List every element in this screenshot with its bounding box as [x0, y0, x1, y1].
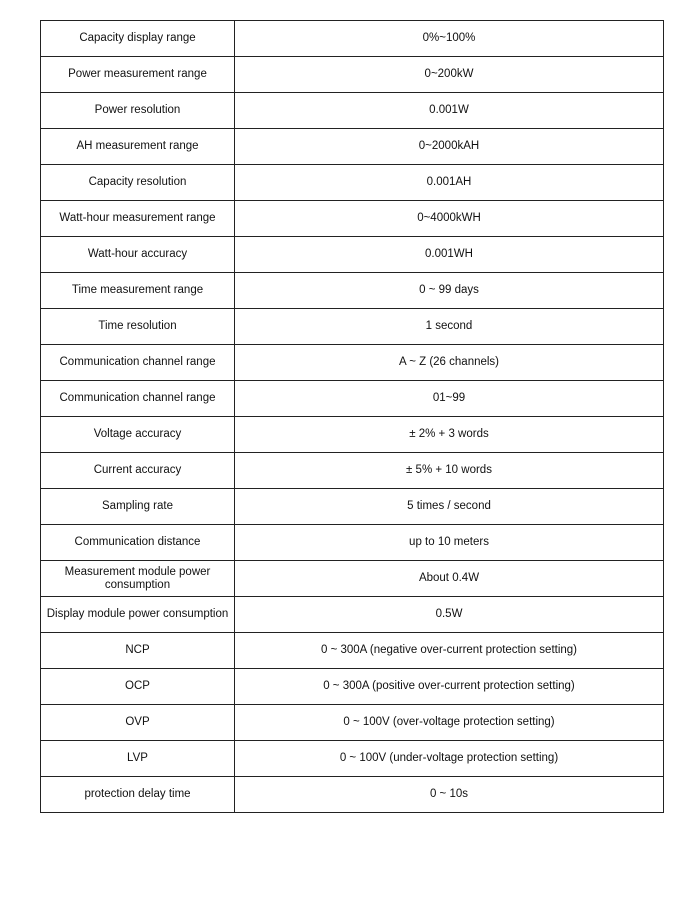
table-row — [41, 165, 664, 201]
value-cell: 0 ~ 300A (negative over-current protection setting) — [235, 633, 664, 669]
parameter-cell: Communication channel range — [41, 381, 235, 417]
parameter-cell: LVP — [41, 741, 235, 777]
parameter-cell: NCP — [41, 633, 235, 669]
parameter-cell: OVP — [41, 705, 235, 741]
value-cell: 0 ~ 300A (positive over-current protection setting) — [235, 669, 664, 705]
spec-table — [40, 20, 664, 813]
table-row — [41, 57, 664, 93]
parameter-cell: Communication channel range — [41, 345, 235, 381]
value-cell: 0~200kW — [235, 57, 664, 93]
value-cell: 0 ~ 100V (under-voltage protection setting) — [235, 741, 664, 777]
table-row — [41, 777, 664, 813]
parameter-cell: AH measurement range — [41, 129, 235, 165]
table-row — [41, 237, 664, 273]
table-row — [41, 381, 664, 417]
value-cell: About 0.4W — [235, 561, 664, 597]
parameter-cell: Time measurement range — [41, 273, 235, 309]
parameter-cell: Power measurement range — [41, 57, 235, 93]
parameter-cell: Capacity display range — [41, 21, 235, 57]
table-row — [41, 21, 664, 57]
table-row — [41, 309, 664, 345]
table-row — [41, 453, 664, 489]
value-cell: 0.5W — [235, 597, 664, 633]
table-row — [41, 417, 664, 453]
value-cell: 5 times / second — [235, 489, 664, 525]
parameter-cell: Sampling rate — [41, 489, 235, 525]
value-cell: 0.001W — [235, 93, 664, 129]
parameter-cell: Display module power consumption — [41, 597, 235, 633]
parameter-cell: Watt-hour accuracy — [41, 237, 235, 273]
parameter-cell: Watt-hour measurement range — [41, 201, 235, 237]
parameter-cell: Voltage accuracy — [41, 417, 235, 453]
parameter-cell: Capacity resolution — [41, 165, 235, 201]
parameter-cell: Communication distance — [41, 525, 235, 561]
table-row — [41, 273, 664, 309]
spec-table-body — [41, 21, 664, 813]
value-cell: 0 ~ 100V (over-voltage protection setting) — [235, 705, 664, 741]
table-row — [41, 597, 664, 633]
value-cell: 0.001WH — [235, 237, 664, 273]
table-row — [41, 561, 664, 597]
value-cell: ± 5% + 10 words — [235, 453, 664, 489]
value-cell: A ~ Z (26 channels) — [235, 345, 664, 381]
table-row — [41, 741, 664, 777]
table-row — [41, 201, 664, 237]
table-row — [41, 705, 664, 741]
table-row — [41, 129, 664, 165]
parameter-cell: Power resolution — [41, 93, 235, 129]
table-row — [41, 93, 664, 129]
parameter-cell: protection delay time — [41, 777, 235, 813]
value-cell: up to 10 meters — [235, 525, 664, 561]
parameter-cell: OCP — [41, 669, 235, 705]
table-row — [41, 669, 664, 705]
value-cell: ± 2% + 3 words — [235, 417, 664, 453]
parameter-cell: Measurement module power consumption — [41, 561, 235, 597]
table-row — [41, 489, 664, 525]
value-cell: 0 ~ 10s — [235, 777, 664, 813]
parameter-cell: Time resolution — [41, 309, 235, 345]
value-cell: 0~4000kWH — [235, 201, 664, 237]
value-cell: 0~2000kAH — [235, 129, 664, 165]
value-cell: 01~99 — [235, 381, 664, 417]
table-row — [41, 633, 664, 669]
parameter-cell: Current accuracy — [41, 453, 235, 489]
table-row — [41, 525, 664, 561]
table-row — [41, 345, 664, 381]
value-cell: 0%~100% — [235, 21, 664, 57]
value-cell: 0 ~ 99 days — [235, 273, 664, 309]
value-cell: 1 second — [235, 309, 664, 345]
value-cell: 0.001AH — [235, 165, 664, 201]
